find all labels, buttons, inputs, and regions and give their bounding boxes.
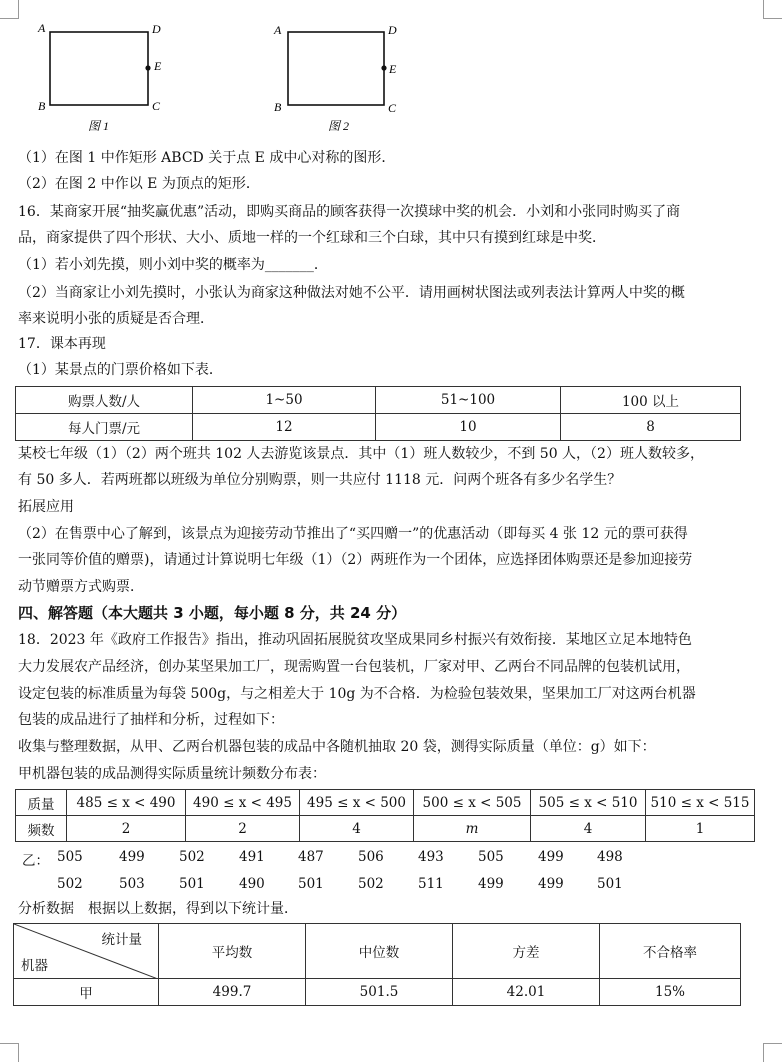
freq-range-cell: 490 ≤ x < 495: [186, 790, 300, 816]
q18-line3: 设定包装的标准质量为每袋 500g，与之相差大于 10g 为不合格．为检验包装效果，坚果加工厂对这两台机器: [18, 686, 696, 702]
yi-value: 501: [179, 876, 205, 892]
yi-value: 501: [597, 876, 623, 892]
q18-line1: 18．2023 年《政府工作报告》指出，推动巩固拓展脱贫攻坚成果同乡村振兴有效衔接．某地区立足本地特色: [18, 632, 692, 648]
fig2-label-c: C: [388, 101, 397, 115]
yi-value: 501: [298, 876, 324, 892]
yi-value: 491: [239, 849, 265, 865]
stats-header-cell: 不合格率: [600, 924, 741, 979]
yi-value: 499: [119, 849, 145, 865]
freq-range-cell: 510 ≤ x < 515: [646, 790, 755, 816]
q15-part1: （1）在图 1 中作矩形 ABCD 关于点 E 成中心对称的图形．: [18, 150, 396, 166]
q16-line4: （2）当商家让小刘先摸时，小张认为商家这种做法对她不公平．请用画树状图法或列表法计算两人中奖的概: [18, 285, 685, 301]
yi-value: 502: [358, 876, 384, 892]
crop-mark-top-right: [763, 0, 782, 19]
ticket-price-cell: 8: [561, 414, 741, 441]
ticket-range-cell: 1~50: [193, 387, 376, 414]
stats-header-cell: 平均数: [159, 924, 306, 979]
freq-count-cell: m: [414, 816, 531, 842]
yi-value: 505: [57, 849, 83, 865]
yi-value: 487: [298, 849, 324, 865]
q18-line5: 收集与整理数据，从甲、乙两台机器包装的成品中各随机抽取 20 袋，测得实际质量（单位：g）如下：: [18, 739, 656, 755]
q18-line6: 甲机器包装的成品测得实际质量统计频数分布表：: [18, 766, 326, 782]
ticket-header-cell: 每人门票/元: [16, 414, 193, 441]
freq-count-cell: 2: [67, 816, 186, 842]
yi-value: 502: [57, 876, 83, 892]
fig2-label-e: E: [389, 62, 397, 76]
q15-part2: （2）在图 2 中作以 E 为顶点的矩形．: [18, 176, 260, 192]
yi-value: 511: [418, 876, 444, 892]
fig1-caption: 图 1: [88, 119, 110, 133]
yi-value: 499: [538, 849, 564, 865]
q17-line2: 有 50 多人．若两班都以班级为单位分别购票，则一共应付 1118 元．问两个班各有多少名学生？: [18, 472, 622, 488]
stats-row-label: 甲: [14, 979, 159, 1006]
fig1-label-d: D: [152, 22, 161, 36]
q17-extension-heading: 拓展应用: [18, 499, 74, 515]
stats-value-cell: 499.7: [159, 979, 306, 1006]
figure-2: [268, 18, 408, 138]
freq-range-cell: 495 ≤ x < 500: [300, 790, 414, 816]
q16-line2: 品，商家提供了四个形状、大小、质地一样的一个红球和三个白球，其中只有摸到红球是中奖．: [18, 230, 606, 246]
stats-value-cell: 501.5: [306, 979, 453, 1006]
ticket-range-cell: 100 以上: [561, 387, 741, 414]
stats-diag-top: 统计量: [101, 932, 142, 948]
stats-diag-bottom: 机器: [21, 958, 48, 974]
fig1-label-c: C: [152, 99, 161, 113]
stats-header-cell: 方差: [453, 924, 600, 979]
stats-diagonal-cell: [14, 924, 159, 979]
freq-count-cell: 4: [531, 816, 646, 842]
yi-value: 505: [478, 849, 504, 865]
freq-range-cell: 485 ≤ x < 490: [67, 790, 186, 816]
ticket-header-cell: 购票人数/人: [16, 387, 193, 414]
yi-value: 502: [179, 849, 205, 865]
q17-line1: 某校七年级（1）（2）两个班共 102 人去游览该景点．其中（1）班人数较少，不到 50 人，（2）班人数较多，: [18, 446, 704, 462]
q17-line4: 一张同等价值的赠票)，请通过计算说明七年级（1）（2）两班作为一个团体，应选择团体购票还是参加迎接劳: [18, 552, 693, 568]
crop-mark-bottom-left: [0, 1043, 19, 1062]
fig2-label-a: A: [274, 23, 282, 37]
freq-count-cell: 4: [300, 816, 414, 842]
fig2-label-b: B: [274, 100, 282, 114]
yi-label: 乙：: [22, 853, 49, 869]
fig1-label-b: B: [38, 99, 46, 113]
freq-range-cell: 500 ≤ x < 505: [414, 790, 531, 816]
q16-line1: 16．某商家开展“抽奖赢优惠”活动，即购买商品的顾客获得一次摸球中奖的机会．小刘和小张同时购买了商: [18, 204, 681, 220]
freq-range-cell: 505 ≤ x < 510: [531, 790, 646, 816]
q17-title: 17．课本再现: [18, 336, 106, 352]
fig2-label-d: D: [388, 23, 397, 37]
fig2-caption: 图 2: [328, 119, 350, 133]
yi-value: 506: [358, 849, 384, 865]
crop-mark-bottom-right: [763, 1043, 782, 1062]
q17-part1: （1）某景点的门票价格如下表．: [18, 362, 223, 378]
stats-table: [13, 923, 741, 1006]
section-heading: 四、解答题（本大题共 3 小题，每小题 8 分，共 24 分）: [18, 604, 407, 622]
freq-count-cell: 2: [186, 816, 300, 842]
yi-value: 499: [478, 876, 504, 892]
frequency-table: [15, 789, 755, 842]
q18-line4: 包装的成品进行了抽样和分析，过程如下：: [18, 712, 284, 728]
ticket-price-table: [15, 386, 741, 441]
yi-value: 490: [239, 876, 265, 892]
freq-header-cell: 质量: [16, 790, 67, 816]
yi-value: 493: [418, 849, 444, 865]
analysis-line: 分析数据 根据以上数据，得到以下统计量．: [18, 901, 298, 917]
q17-line5: 动节赠票方式购票．: [18, 579, 144, 595]
freq-header-cell: 频数: [16, 816, 67, 842]
stats-value-cell: 42.01: [453, 979, 600, 1006]
yi-value: 499: [538, 876, 564, 892]
q16-line3: （1）若小刘先摸，则小刘中奖的概率为_______．: [18, 257, 328, 273]
q18-line2: 大力发展农产品经济，创办某坚果加工厂，现需购置一台包装机，厂家对甲、乙两台不同品牌的包装机试用，: [18, 659, 690, 675]
crop-mark-top-left: [0, 0, 19, 19]
fig1-label-e: E: [154, 59, 162, 73]
q17-line3: （2）在售票中心了解到，该景点为迎接劳动节推出了“买四赠一”的优惠活动（即每买 4 张 12 元的票可获得: [18, 526, 688, 542]
ticket-price-cell: 12: [193, 414, 376, 441]
fig1-label-a: A: [38, 21, 46, 35]
stats-header-cell: 中位数: [306, 924, 453, 979]
figure-1: [30, 18, 170, 138]
ticket-price-cell: 10: [376, 414, 561, 441]
freq-count-cell: 1: [646, 816, 755, 842]
stats-value-cell: 15%: [600, 979, 741, 1006]
yi-value: 498: [597, 849, 623, 865]
ticket-range-cell: 51~100: [376, 387, 561, 414]
q16-line5: 率来说明小张的质疑是否合理．: [18, 311, 214, 327]
yi-value: 503: [119, 876, 145, 892]
